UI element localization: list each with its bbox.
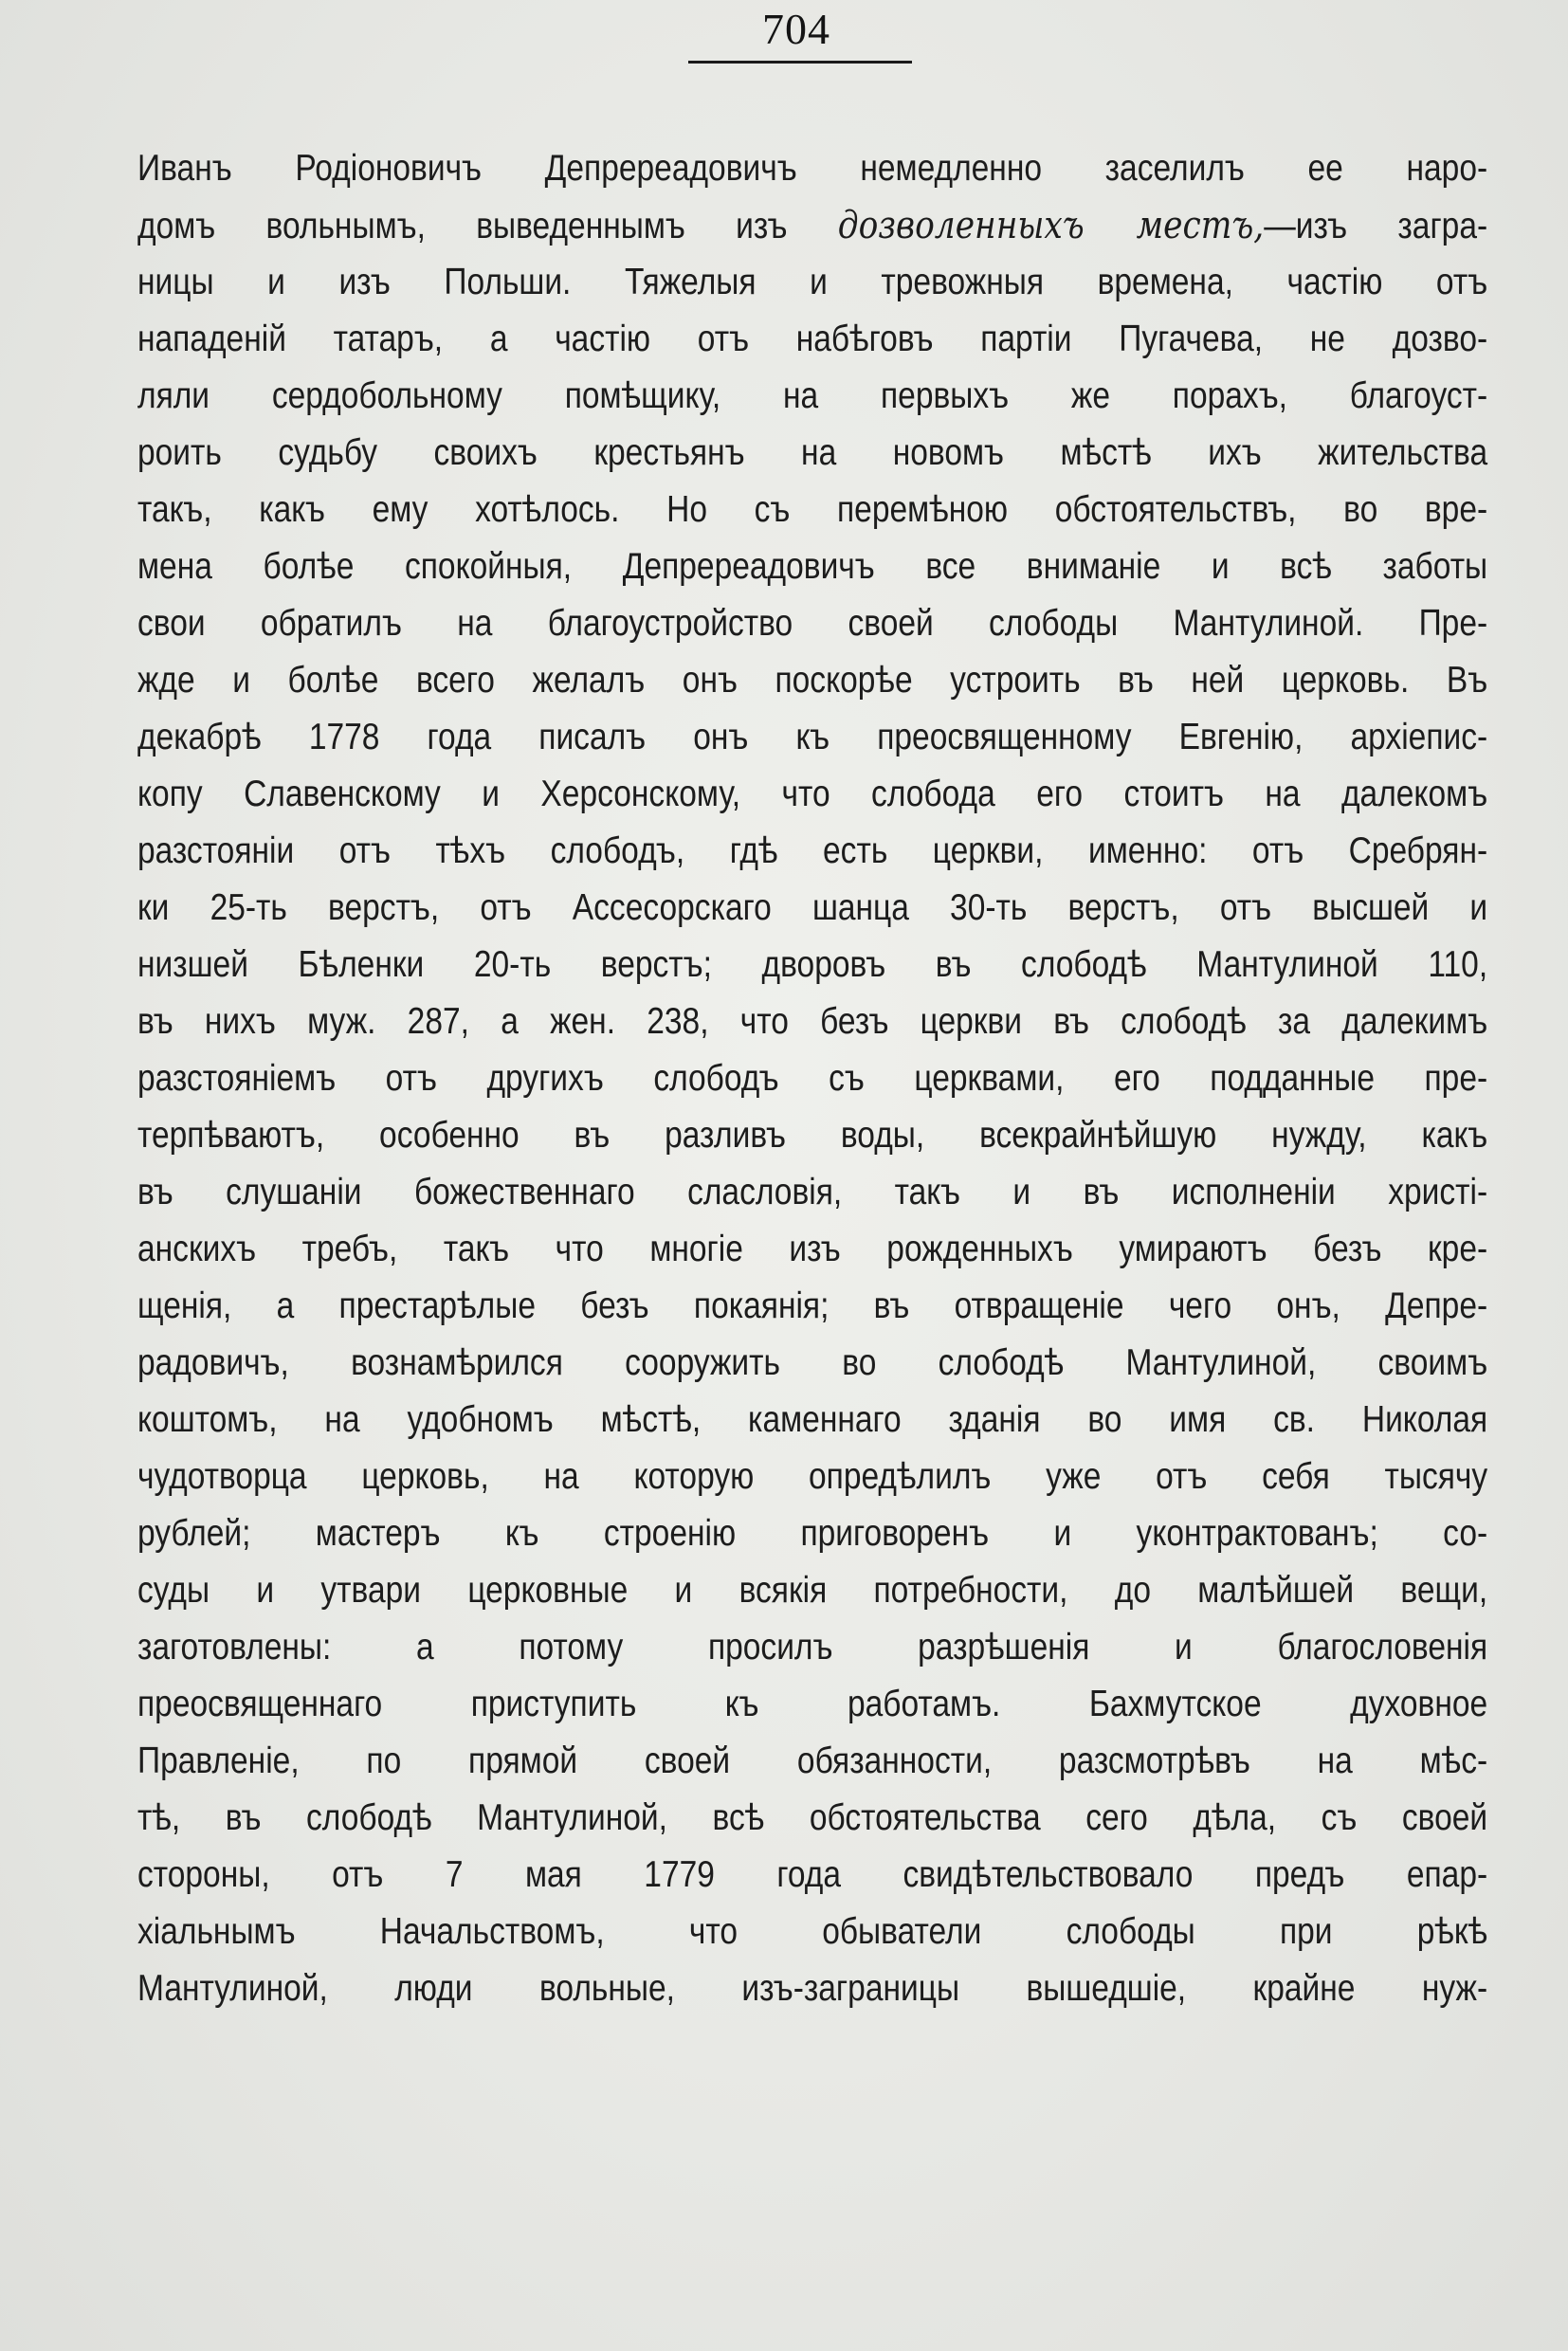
text-line: разстояніемъ отъ другихъ слободъ съ церквами, его подданные пре-: [137, 1058, 1488, 1099]
text-line: разстояніи отъ тѣхъ слободъ, гдѣ есть церкви, именно: отъ Сребрян-: [137, 830, 1488, 871]
text-line: Мантулиной, люди вольные, изъ-заграницы вышедшіе, крайне нуж-: [137, 1968, 1488, 2009]
text-line: тѣ, въ слободѣ Мантулиной, всѣ обстоятельства сего дѣла, съ своей: [137, 1797, 1488, 1838]
text-line: хіальнымъ Начальствомъ, что обыватели слободы при рѣкѣ: [137, 1911, 1488, 1952]
text-line: декабрѣ 1778 года писалъ онъ къ преосвященному Евгенію, архіепис-: [137, 717, 1488, 757]
text-line: въ слушаніи божественнаго сласловія, такъ и въ исполненіи христі-: [137, 1172, 1488, 1212]
page-number: 704: [762, 5, 830, 53]
emphasized-text: дозволенныхъ местъ,: [837, 204, 1265, 247]
text-line: радовичъ, вознамѣрился сооружить во слободѣ Мантулиной, своимъ: [137, 1342, 1488, 1383]
text-line: нападеній татаръ, а частію отъ набѣговъ партіи Пугачева, не дозво-: [137, 319, 1488, 359]
text-line: Иванъ Родіоновичъ Депререадовичъ немедленно заселилъ ее наро-: [137, 148, 1488, 189]
text-line: копу Славенскому и Херсонскому, что слобода его стоитъ на далекомъ: [137, 774, 1488, 814]
text-line: Правленіе, по прямой своей обязанности, разсмотрѣвъ на мѣс-: [137, 1740, 1488, 1781]
text-line: рублей; мастеръ къ строенію приговоренъ и уконтрактованъ; со-: [137, 1513, 1488, 1554]
text-line: мена болѣе спокойныя, Депререадовичъ все вниманіе и всѣ заботы: [137, 546, 1488, 587]
text-line: терпѣваютъ, особенно въ разливъ воды, всекрайнѣйшую нужду, какъ: [137, 1115, 1488, 1156]
text-line: роить судьбу своихъ крестьянъ на новомъ мѣстѣ ихъ жительства: [137, 432, 1488, 473]
text-line: свои обратилъ на благоустройство своей слободы Мантулиной. Пре-: [137, 603, 1488, 644]
text-line: заготовлены: а потому просилъ разрѣшенія и благословенія: [137, 1627, 1488, 1668]
text-line: [137, 197, 1487, 254]
text-line: ницы и изъ Польши. Тяжелыя и тревожныя времена, частію отъ: [137, 262, 1488, 302]
text-line: въ нихъ муж. 287, а жен. 238, что безъ церкви въ слободѣ за далекимъ: [137, 1001, 1488, 1042]
text-line: чудотворца церковь, на которую опредѣлилъ уже отъ себя тысячу: [137, 1456, 1488, 1497]
text-line: такъ, какъ ему хотѣлось. Но съ перемѣною обстоятельствъ, во вре-: [137, 489, 1488, 530]
text-line: щенія, а престарѣлые безъ покаянія; въ отвращеніе чего онъ, Депре-: [137, 1285, 1488, 1326]
text-line: коштомъ, на удобномъ мѣстѣ, каменнаго зданія во имя св. Николая: [137, 1399, 1488, 1440]
text-line: ки 25-ть верстъ, отъ Ассесорскаго шанца 30-ть верстъ, отъ высшей и: [137, 887, 1488, 928]
text-line: суды и утвари церковные и всякія потребности, до малѣйшей вещи,: [137, 1570, 1488, 1611]
header-rule: [688, 61, 912, 64]
text-line: анскихъ требъ, такъ что многіе изъ рожденныхъ умираютъ безъ кре-: [137, 1229, 1488, 1269]
text-line: ляли сердобольному помѣщику, на первыхъ же порахъ, благоуст-: [137, 375, 1488, 416]
text-segment: домъ вольнымъ, выведеннымъ изъ: [137, 206, 838, 246]
text-line: стороны, отъ 7 мая 1779 года свидѣтельствовало предъ епар-: [137, 1854, 1488, 1895]
text-line: низшей Бѣленки 20-ть верстъ; дворовъ въ слободѣ Мантулиной 110,: [137, 944, 1488, 985]
text-line: преосвященнаго приступить къ работамъ. Бахмутское духовное: [137, 1684, 1488, 1724]
text-line: жде и болѣе всего желалъ онъ поскорѣе устроить въ ней церковь. Въ: [137, 660, 1488, 701]
text-segment: —изъ загра-: [1264, 206, 1488, 246]
